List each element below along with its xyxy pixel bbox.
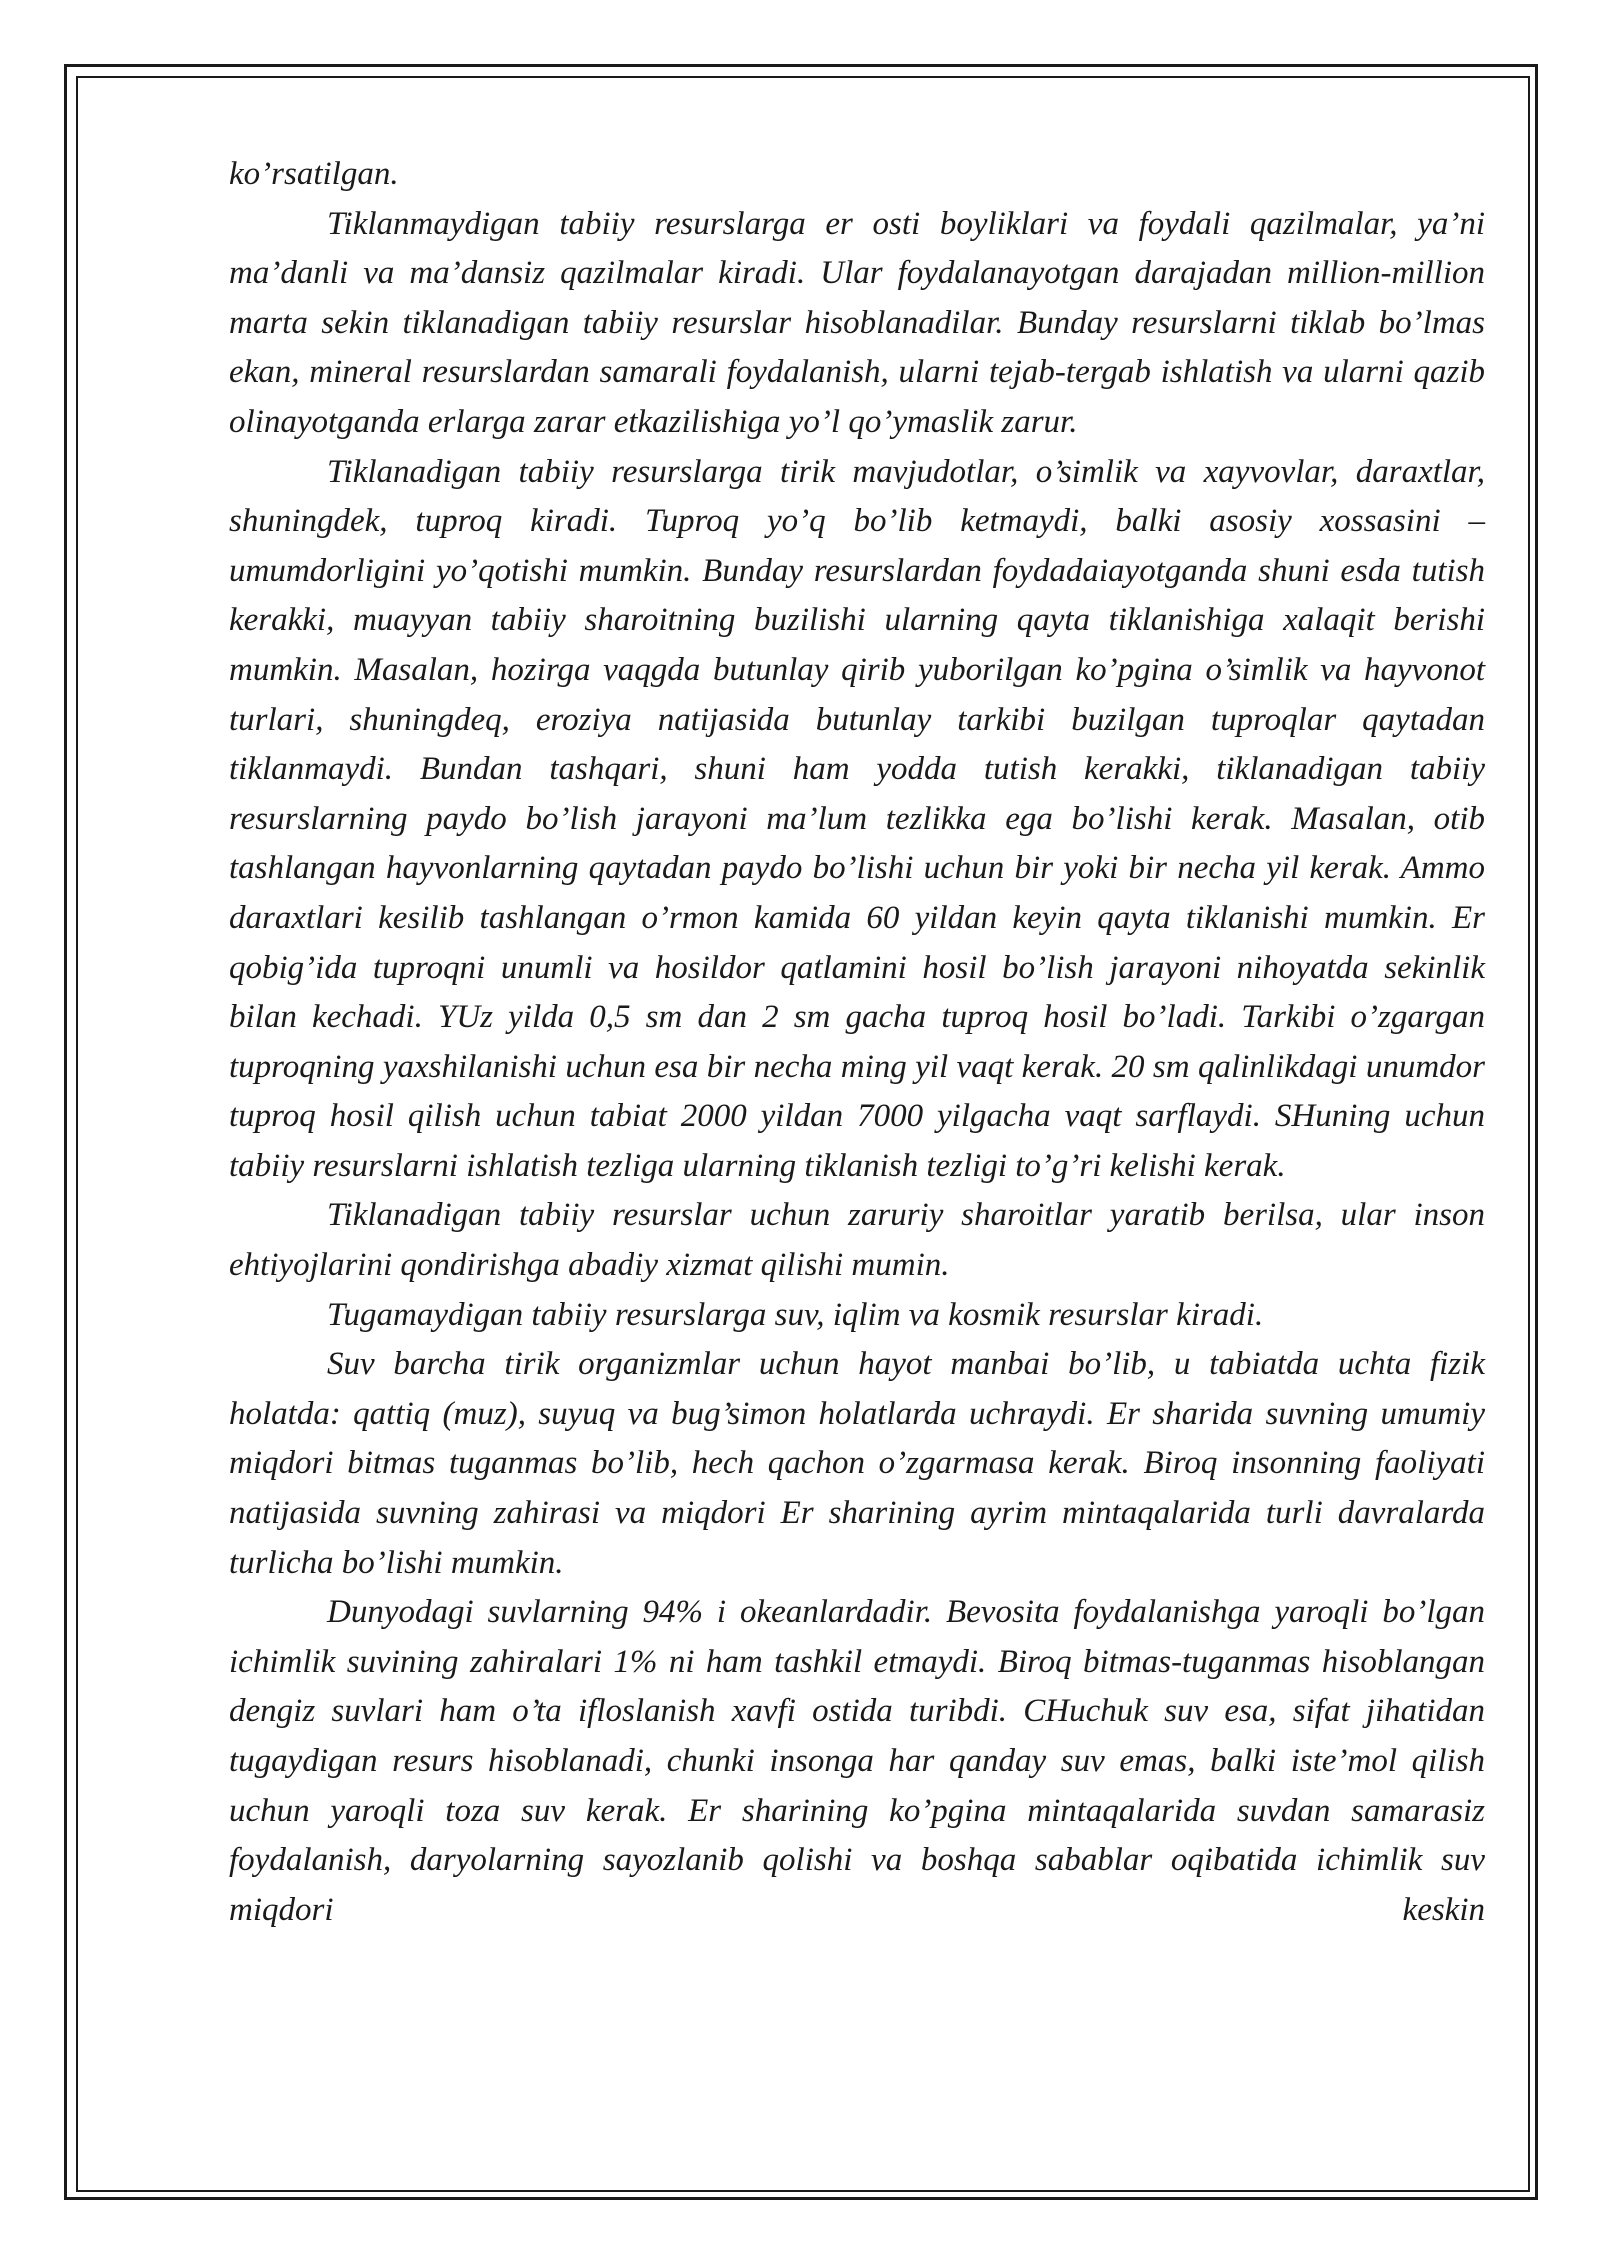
paragraph-inexhaustible-resources: Tugamaydigan tabiiy resurslarga suv, iqlim va kosmik resurslar kiradi. (327, 1296, 1264, 1333)
document-body (229, 150, 1485, 1935)
paragraph-world-water: Dunyodagi suvlarning 94% i okeanlardadir. Bevosita foydalanishga yaroqli bo’lgan ichimlik suvining zahiralari 1% ni ham tashkil etmaydi. Biroq bitmas-tuganmas hisoblangan dengiz suvlari ham o’ta ifloslanish xavfi ostida turibdi. CHuchuk suv esa, sifat jihatidan tugaydigan resurs hisoblanadi, chunki insonga har qanday suv emas, balki iste’mol qilish uchun yaroqli toza suv kerak. Er sharining ko’pgina mintaqalarida suvdan samarasiz foydalanish, daryolarning sayozlanib qolishi va boshqa sabablar oqibatida ichimlik suv miqdori keskin (229, 1594, 1485, 1928)
paragraph-renewable-conditions: Tiklanadigan tabiiy resurslar uchun zaruriy sharoitlar yaratib berilsa, ular inson ehtiyojlarini qondirishga abadiy xizmat qilishi mumin. (229, 1197, 1485, 1284)
paragraph-continuation: ko’rsatilgan. (229, 156, 399, 192)
paragraph-renewable-resources: Tiklanadigan tabiiy resurslarga tirik mavjudotlar, o’simlik va xayvovlar, daraxtlar, shuningdek, tuproq kiradi. Tuproq yo’q bo’lib ketmaydi, balki asosiy xossasini – umumdorligini yo’qotishi mumkin. Bunday resurslardan foydadaiayotganda shuni esda tutish kerakki, muayyan tabiiy sharoitning buzilishi ularning qayta tiklanishiga xalaqit berishi mumkin. Masalan, hozirga vaqgda butunlay qirib yuborilgan ko’pgina o’simlik va hayvonot turlari, shuningdeq, eroziya natijasida butunlay tarkibi buzilgan tuproqlar qaytadan tiklanmaydi. Bundan tashqari, shuni ham yodda tutish kerakki, tiklanadigan tabiiy resurslarning paydo bo’lish jarayoni ma’lum tezlikka ega bo’lishi kerak. Masalan, otib tashlangan hayvonlarning qaytadan paydo bo’lishi uchun bir yoki bir necha yil kerak. Ammo daraxtlari kesilib tashlangan o’rmon kamida 60 yildan keyin qayta tiklanishi mumkin. Er qobig’ida tuproqni unumli va hosildor qatlamini hosil bo’lish jarayoni nihoyatda sekinlik bilan kechadi. YUz yilda 0,5 sm dan 2 sm gacha tuproq hosil bo’ladi. Tarkibi o’zgargan tuproqning yaxshilanishi uchun esa bir necha ming yil vaqt kerak. 20 sm qalinlikdagi unumdor tuproq hosil qilish uchun tabiat 2000 yildan 7000 yilgacha vaqt sarflaydi. SHuning uchun tabiiy resurslarni ishlatish tezliga ularning tiklanish tezligi to’g’ri kelishi kerak. (229, 453, 1485, 1184)
paragraph-nonrenewable-resources: Tiklanmaydigan tabiiy resurslarga er osti boyliklari va foydali qazilmalar, ya’ni ma’danli va ma’dansiz qazilmalar kiradi. Ular foydalanayotgan darajadan million-million marta sekin tiklanadigan tabiiy resurslar hisoblanadilar. Bunday resurslarni tiklab bo’lmas ekan, mineral resurslardan samarali foydalanish, ularni tejab-tergab ishlatish va ularni qazib olinayotganda erlarga zarar etkazilishiga yo’l qo’ymaslik zarur. (229, 205, 1485, 440)
paragraph-water-states: Suv barcha tirik organizmlar uchun hayot manbai bo’lib, u tabiatda uchta fizik holatda: qattiq (muz), suyuq va bug’simon holatlarda uchraydi. Er sharida suvning umumiy miqdori bitmas tuganmas bo’lib, hech qachon o’zgarmasa kerak. Biroq insonning faoliyati natijasida suvning zahirasi va miqdori Er sharining ayrim mintaqalarida turli davralarda turlicha bo’lishi mumkin. (229, 1346, 1485, 1581)
